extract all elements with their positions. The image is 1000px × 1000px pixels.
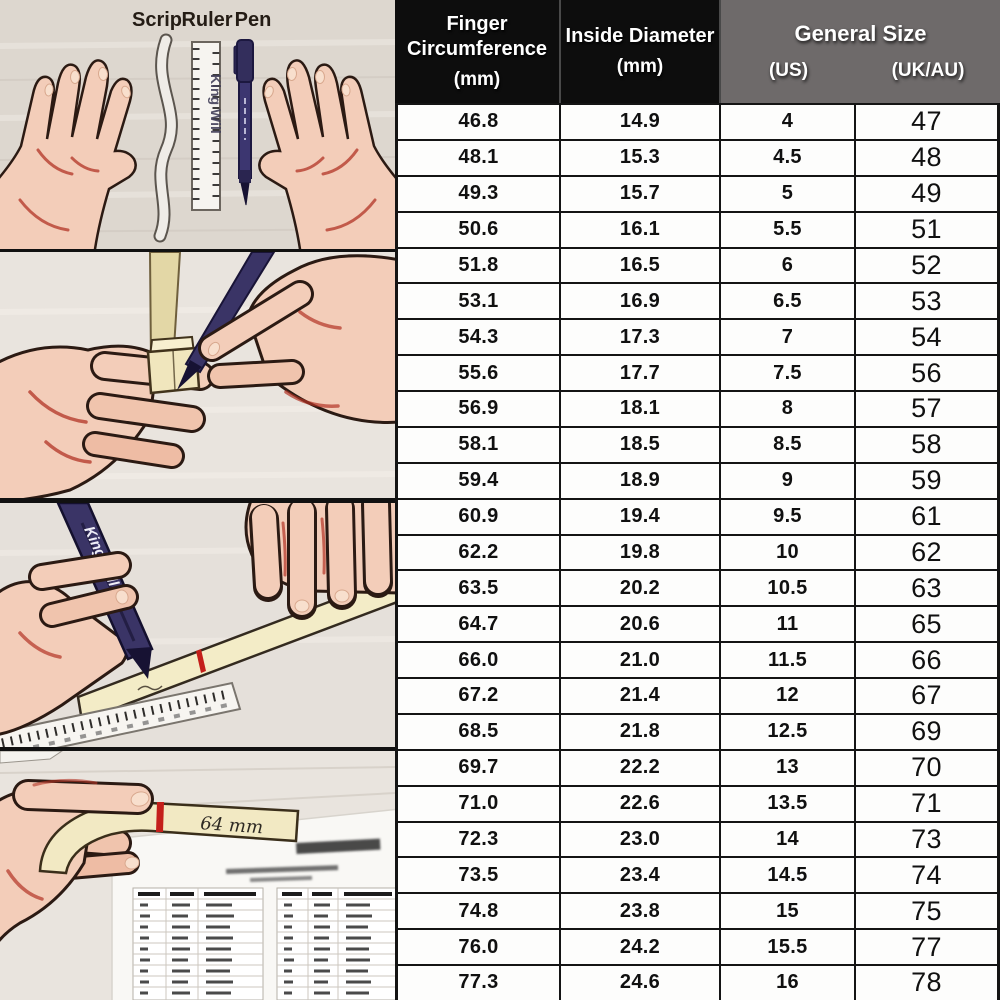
cell-ukau-size: 56: [856, 356, 1000, 390]
step2-illustration: [0, 252, 395, 498]
cell-ukau-size: 77: [856, 930, 1000, 964]
cell-circumference-mm: 74.8: [395, 894, 561, 928]
cell-circumference-mm: 59.4: [395, 464, 561, 498]
cell-circumference-mm: 46.8: [395, 105, 561, 139]
guide-step1-tools: [0, 0, 395, 249]
guide-step3-mark-strip: [0, 503, 395, 747]
table-row: [395, 320, 1000, 356]
table-row: [395, 141, 1000, 177]
holding-hand-thumb: [28, 780, 151, 808]
cell-inside-diameter-mm: 16.5: [561, 249, 721, 283]
cell-ukau-size: 52: [856, 249, 1000, 283]
label-ruler: Ruler: [181, 9, 233, 31]
cell-ukau-size: 58: [856, 428, 1000, 462]
header-text: Circumference: [406, 37, 548, 60]
cell-inside-diameter-mm: 16.1: [561, 213, 721, 247]
paper-mini-table: [277, 888, 395, 1000]
cell-us-size: 10.5: [721, 571, 856, 605]
cell-circumference-mm: 71.0: [395, 787, 561, 821]
cell-circumference-mm: 49.3: [395, 177, 561, 211]
cell-us-size: 11: [721, 607, 856, 641]
cell-ukau-size: 49: [856, 177, 1000, 211]
cell-us-size: 8: [721, 392, 856, 426]
cell-ukau-size: 67: [856, 679, 1000, 713]
cell-circumference-mm: 50.6: [395, 213, 561, 247]
cell-inside-diameter-mm: 18.5: [561, 428, 721, 462]
cell-inside-diameter-mm: 14.9: [561, 105, 721, 139]
cell-us-size: 15.5: [721, 930, 856, 964]
cell-us-size: 6.5: [721, 284, 856, 318]
red-mark: [156, 802, 164, 832]
cell-us-size: 13.5: [721, 787, 856, 821]
cell-inside-diameter-mm: 21.4: [561, 679, 721, 713]
cell-inside-diameter-mm: 23.4: [561, 858, 721, 892]
cell-us-size: 15: [721, 894, 856, 928]
header-finger-circumference: [395, 0, 561, 103]
cell-circumference-mm: 68.5: [395, 715, 561, 749]
cell-us-size: 7.5: [721, 356, 856, 390]
cell-circumference-mm: 63.5: [395, 571, 561, 605]
cell-ukau-size: 75: [856, 894, 1000, 928]
cell-ukau-size: 54: [856, 320, 1000, 354]
cell-us-size: 9: [721, 464, 856, 498]
label-scrip: Scrip: [131, 9, 183, 31]
cell-us-size: 14.5: [721, 858, 856, 892]
table-row: [395, 571, 1000, 607]
cell-us-size: 14: [721, 823, 856, 857]
cell-circumference-mm: 64.7: [395, 607, 561, 641]
step1-illustration: [0, 0, 395, 249]
table-row: [395, 105, 1000, 141]
table-header: [395, 0, 1000, 103]
table-row: [395, 823, 1000, 859]
cell-inside-diameter-mm: 19.8: [561, 536, 721, 570]
cell-us-size: 4.5: [721, 141, 856, 175]
table-row: [395, 607, 1000, 643]
cell-us-size: 9.5: [721, 500, 856, 534]
cell-circumference-mm: 56.9: [395, 392, 561, 426]
cell-circumference-mm: 60.9: [395, 500, 561, 534]
cell-inside-diameter-mm: 20.2: [561, 571, 721, 605]
cell-circumference-mm: 62.2: [395, 536, 561, 570]
ruler-brand-text: King Will: [208, 74, 224, 134]
cell-inside-diameter-mm: 24.2: [561, 930, 721, 964]
table-row: [395, 356, 1000, 392]
table-row: [395, 858, 1000, 894]
table-row: [395, 213, 1000, 249]
cell-inside-diameter-mm: 15.3: [561, 141, 721, 175]
table-row: [395, 930, 1000, 966]
table-row: [395, 894, 1000, 930]
table-row: [395, 249, 1000, 285]
ring-size-table: [395, 0, 1000, 1000]
cell-ukau-size: 57: [856, 392, 1000, 426]
cell-circumference-mm: 69.7: [395, 751, 561, 785]
cell-circumference-mm: 77.3: [395, 966, 561, 1000]
table-row: [395, 500, 1000, 536]
table-row: [395, 643, 1000, 679]
cell-circumference-mm: 58.1: [395, 428, 561, 462]
ruler-icon: [192, 42, 224, 210]
cell-inside-diameter-mm: 20.6: [561, 607, 721, 641]
cell-circumference-mm: 73.5: [395, 858, 561, 892]
cell-inside-diameter-mm: 16.9: [561, 284, 721, 318]
cell-circumference-mm: 66.0: [395, 643, 561, 677]
cell-ukau-size: 59: [856, 464, 1000, 498]
table-row: [395, 679, 1000, 715]
pen-brand-text: King: [80, 523, 110, 562]
table-row: [395, 392, 1000, 428]
cell-ukau-size: 69: [856, 715, 1000, 749]
table-row: [395, 284, 1000, 320]
cell-us-size: 16: [721, 966, 856, 1000]
cell-inside-diameter-mm: 22.6: [561, 787, 721, 821]
step4-illustration: [0, 751, 395, 1000]
cell-circumference-mm: 48.1: [395, 141, 561, 175]
cell-us-size: 5: [721, 177, 856, 211]
cell-ukau-size: 48: [856, 141, 1000, 175]
header-us: (US): [768, 60, 809, 82]
cell-us-size: 7: [721, 320, 856, 354]
cell-inside-diameter-mm: 21.0: [561, 643, 721, 677]
cell-inside-diameter-mm: 23.0: [561, 823, 721, 857]
cell-inside-diameter-mm: 19.4: [561, 500, 721, 534]
table-row: [395, 787, 1000, 823]
cell-circumference-mm: 76.0: [395, 930, 561, 964]
cell-ukau-size: 63: [856, 571, 1000, 605]
table-row: [395, 177, 1000, 213]
cell-ukau-size: 53: [856, 284, 1000, 318]
paper-mini-table: [133, 888, 263, 1000]
cell-inside-diameter-mm: 22.2: [561, 751, 721, 785]
label-pen: Pen: [234, 9, 272, 31]
header-subrow: [721, 59, 1000, 83]
cell-ukau-size: 70: [856, 751, 1000, 785]
cell-circumference-mm: 67.2: [395, 679, 561, 713]
strip-measurement-text: 64 mm: [199, 813, 264, 839]
cell-ukau-size: 51: [856, 213, 1000, 247]
cell-ukau-size: 74: [856, 858, 1000, 892]
cell-ukau-size: 73: [856, 823, 1000, 857]
cell-ukau-size: 78: [856, 966, 1000, 1000]
cell-ukau-size: 61: [856, 500, 1000, 534]
guide-step2-wrap-and-mark: [0, 252, 395, 498]
cell-us-size: 10: [721, 536, 856, 570]
cell-inside-diameter-mm: 18.9: [561, 464, 721, 498]
header-unit: (mm): [453, 68, 501, 90]
measuring-guide: [0, 0, 395, 1000]
step3-illustration: [0, 503, 395, 747]
header-text: Finger: [446, 12, 508, 35]
cell-ukau-size: 47: [856, 105, 1000, 139]
header-ukau: (UK/AU): [891, 60, 965, 82]
cell-inside-diameter-mm: 15.7: [561, 177, 721, 211]
cell-inside-diameter-mm: 24.6: [561, 966, 721, 1000]
cell-us-size: 11.5: [721, 643, 856, 677]
cell-us-size: 4: [721, 105, 856, 139]
cell-ukau-size: 65: [856, 607, 1000, 641]
cell-ukau-size: 62: [856, 536, 1000, 570]
cell-ukau-size: 66: [856, 643, 1000, 677]
cell-us-size: 6: [721, 249, 856, 283]
header-unit: (mm): [616, 56, 664, 78]
table-body: [395, 103, 1000, 1000]
table-row: [395, 715, 1000, 751]
cell-inside-diameter-mm: 17.3: [561, 320, 721, 354]
cell-inside-diameter-mm: 17.7: [561, 356, 721, 390]
header-text: General Size: [794, 20, 927, 46]
cell-us-size: 5.5: [721, 213, 856, 247]
cell-inside-diameter-mm: 21.8: [561, 715, 721, 749]
header-inside-diameter: [561, 0, 721, 103]
table-row: [395, 536, 1000, 572]
cell-circumference-mm: 55.6: [395, 356, 561, 390]
guide-step4-read-length: [0, 751, 395, 1000]
table-row: [395, 464, 1000, 500]
cell-ukau-size: 71: [856, 787, 1000, 821]
cell-us-size: 12: [721, 679, 856, 713]
table-row: [395, 966, 1000, 1000]
cell-us-size: 12.5: [721, 715, 856, 749]
cell-inside-diameter-mm: 23.8: [561, 894, 721, 928]
cell-us-size: 13: [721, 751, 856, 785]
header-general-size: [721, 0, 1000, 103]
header-text: Inside Diameter: [565, 25, 715, 48]
cell-inside-diameter-mm: 18.1: [561, 392, 721, 426]
cell-circumference-mm: 54.3: [395, 320, 561, 354]
cell-circumference-mm: 53.1: [395, 284, 561, 318]
cell-us-size: 8.5: [721, 428, 856, 462]
table-row: [395, 751, 1000, 787]
cell-circumference-mm: 51.8: [395, 249, 561, 283]
table-row: [395, 428, 1000, 464]
cell-circumference-mm: 72.3: [395, 823, 561, 857]
